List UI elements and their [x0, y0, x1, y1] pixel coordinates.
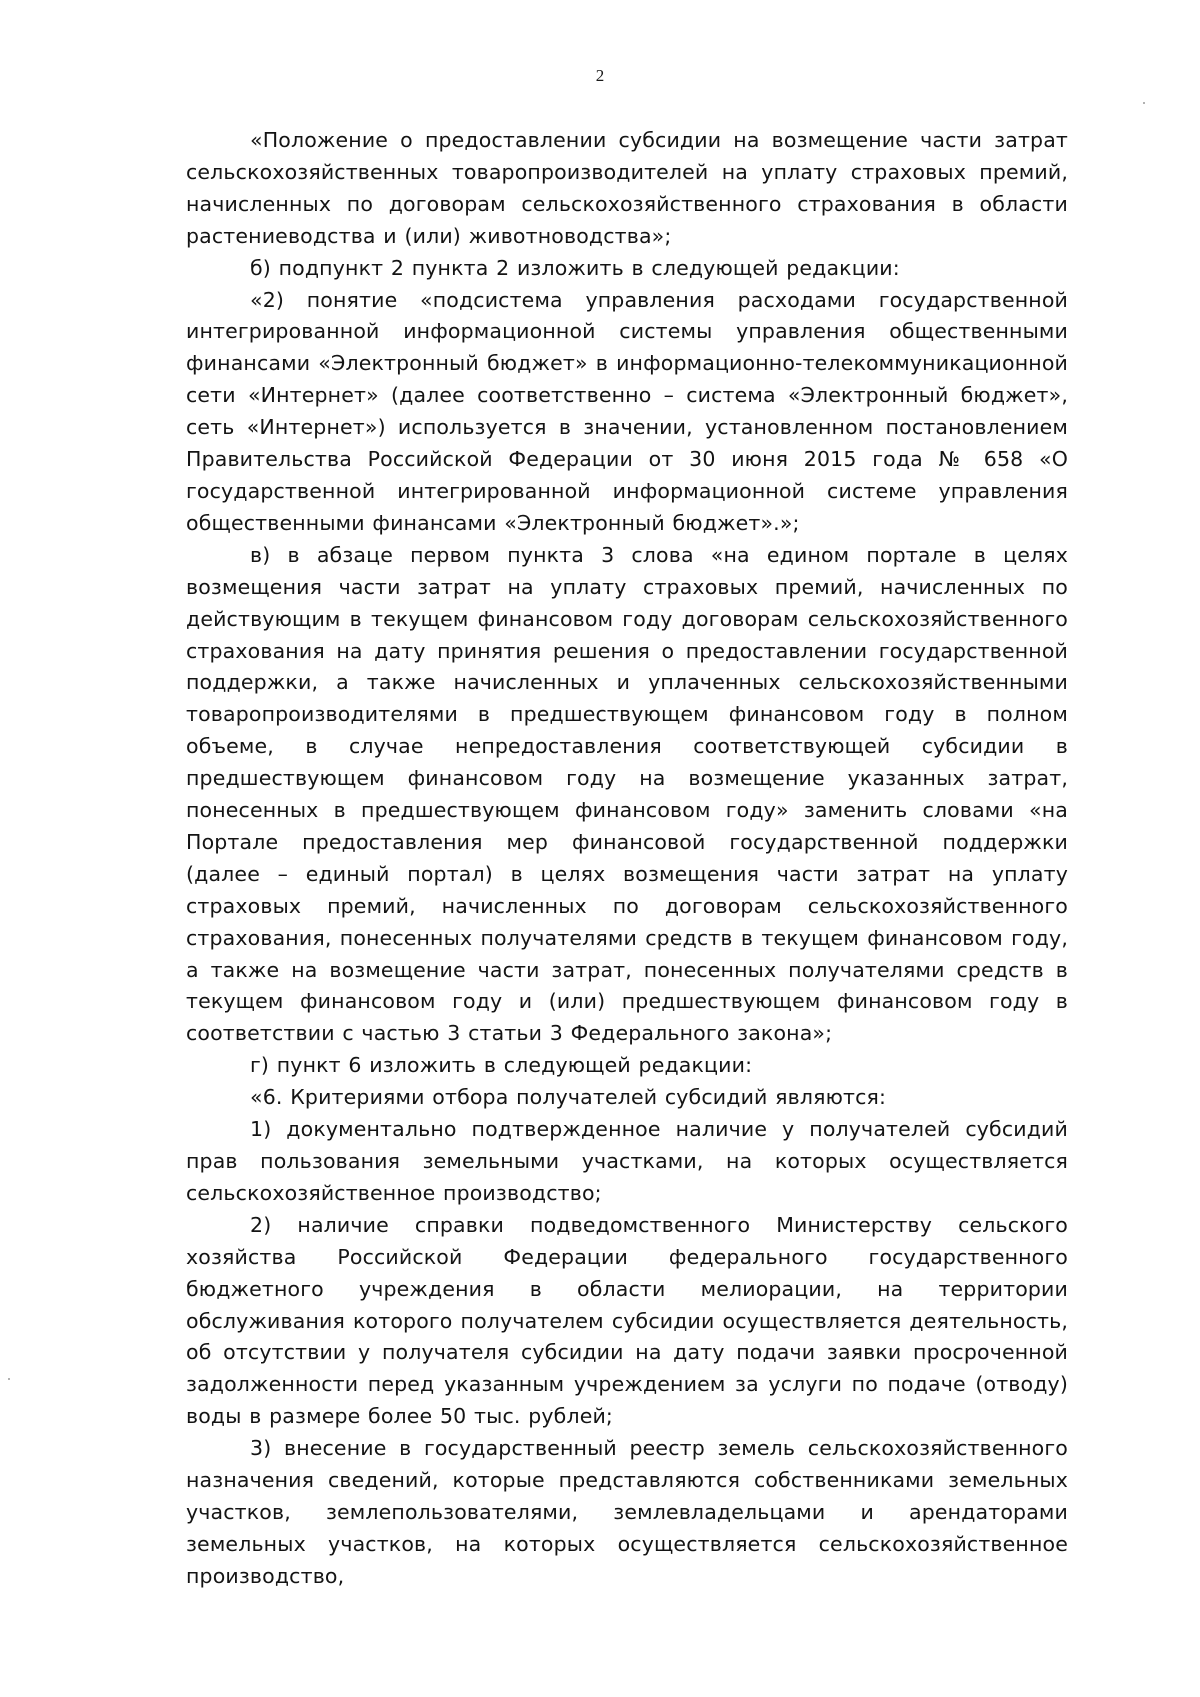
- paragraph-amendment-g: г) пункт 6 изложить в следующей редакции:: [250, 1053, 753, 1078]
- paragraph-criterion-2: 2) наличие справки подведомственного Министерству сельского хозяйства Российской Федерации федерального государственного бюджетного учреждения в области мелиорации, на территории обслуживания которого получателем субсидии осуществляется деятельность, об отсутствии у получателя субсидии на дату подачи заявки просроченной задолженности перед указанным учреждением за услуги по подаче (отводу) воды в размере более 50 тыс. рублей;: [186, 1212, 1068, 1429]
- paragraph-criteria-heading: «6. Критериями отбора получателей субсидий являются:: [250, 1085, 887, 1110]
- paragraph-subpoint-2: «2) понятие «подсистема управления расходами государственной интегрированной информационной системы управления общественными финансами «Электронный бюджет» в информационно-телекоммуникационной сети «Интернет» (далее соответственно – система «Электронный бюджет», сеть «Интернет») используется в значении, установленном постановлением Правительства Российской Федерации от 30 июня 2015 года № 658 «О государственной интегрированной информационной системе управления общественными финансами «Электронный бюджет».»;: [186, 287, 1068, 535]
- scan-speck: [1143, 102, 1145, 104]
- paragraph-criterion-1: 1) документально подтвержденное наличие у получателей субсидий прав пользования земельными участками, на которых осуществляется сельскохозяйственное производство;: [186, 1117, 1068, 1205]
- scan-speck: [8, 1378, 10, 1380]
- document-body: [186, 125, 1068, 1593]
- paragraph-amendment-b: б) подпункт 2 пункта 2 изложить в следующей редакции:: [250, 255, 900, 280]
- paragraph-amendment-v: в) в абзаце первом пункта 3 слова «на едином портале в целях возмещения части затрат на уплату страховых премий, начисленных по действующим в текущем финансовом году договорам сельскохозяйственного страхования на дату принятия решения о предоставлении государственной поддержки, а также начисленных и уплаченных сельскохозяйственными товаропроизводителями в предшествующем финансовом году в полном объеме, в случае непредоставления соответствующей субсидии в предшествующем финансовом году на возмещение указанных затрат, понесенных в предшествующем финансовом году» заменить словами «на Портале предоставления мер финансовой государственной поддержки (далее – единый портал) в целях возмещения части затрат на уплату страховых премий, начисленных по договорам сельскохозяйственного страхования, понесенных получателями средств в текущем финансовом году, а также на возмещение части затрат, понесенных получателями средств в текущем финансовом году и (или) предшествующем финансовом году в соответствии с частью 3 статьи 3 Федерального закона»;: [186, 542, 1068, 1046]
- page-number: 2: [595, 66, 605, 85]
- paragraph-criterion-3: 3) внесение в государственный реестр земель сельскохозяйственного назначения сведений, которые представляются собственниками земельных участков, землепользователями, землевладельцами и арендаторами земельных участков, на которых осуществляется сельскохозяйственное производство,: [186, 1436, 1068, 1588]
- paragraph-regulation-title: «Положение о предоставлении субсидии на возмещение части затрат сельскохозяйственных товаропроизводителей на уплату страховых премий, начисленных по договорам сельскохозяйственного страхования в области растениеводства и (или) животноводства»;: [186, 128, 1068, 248]
